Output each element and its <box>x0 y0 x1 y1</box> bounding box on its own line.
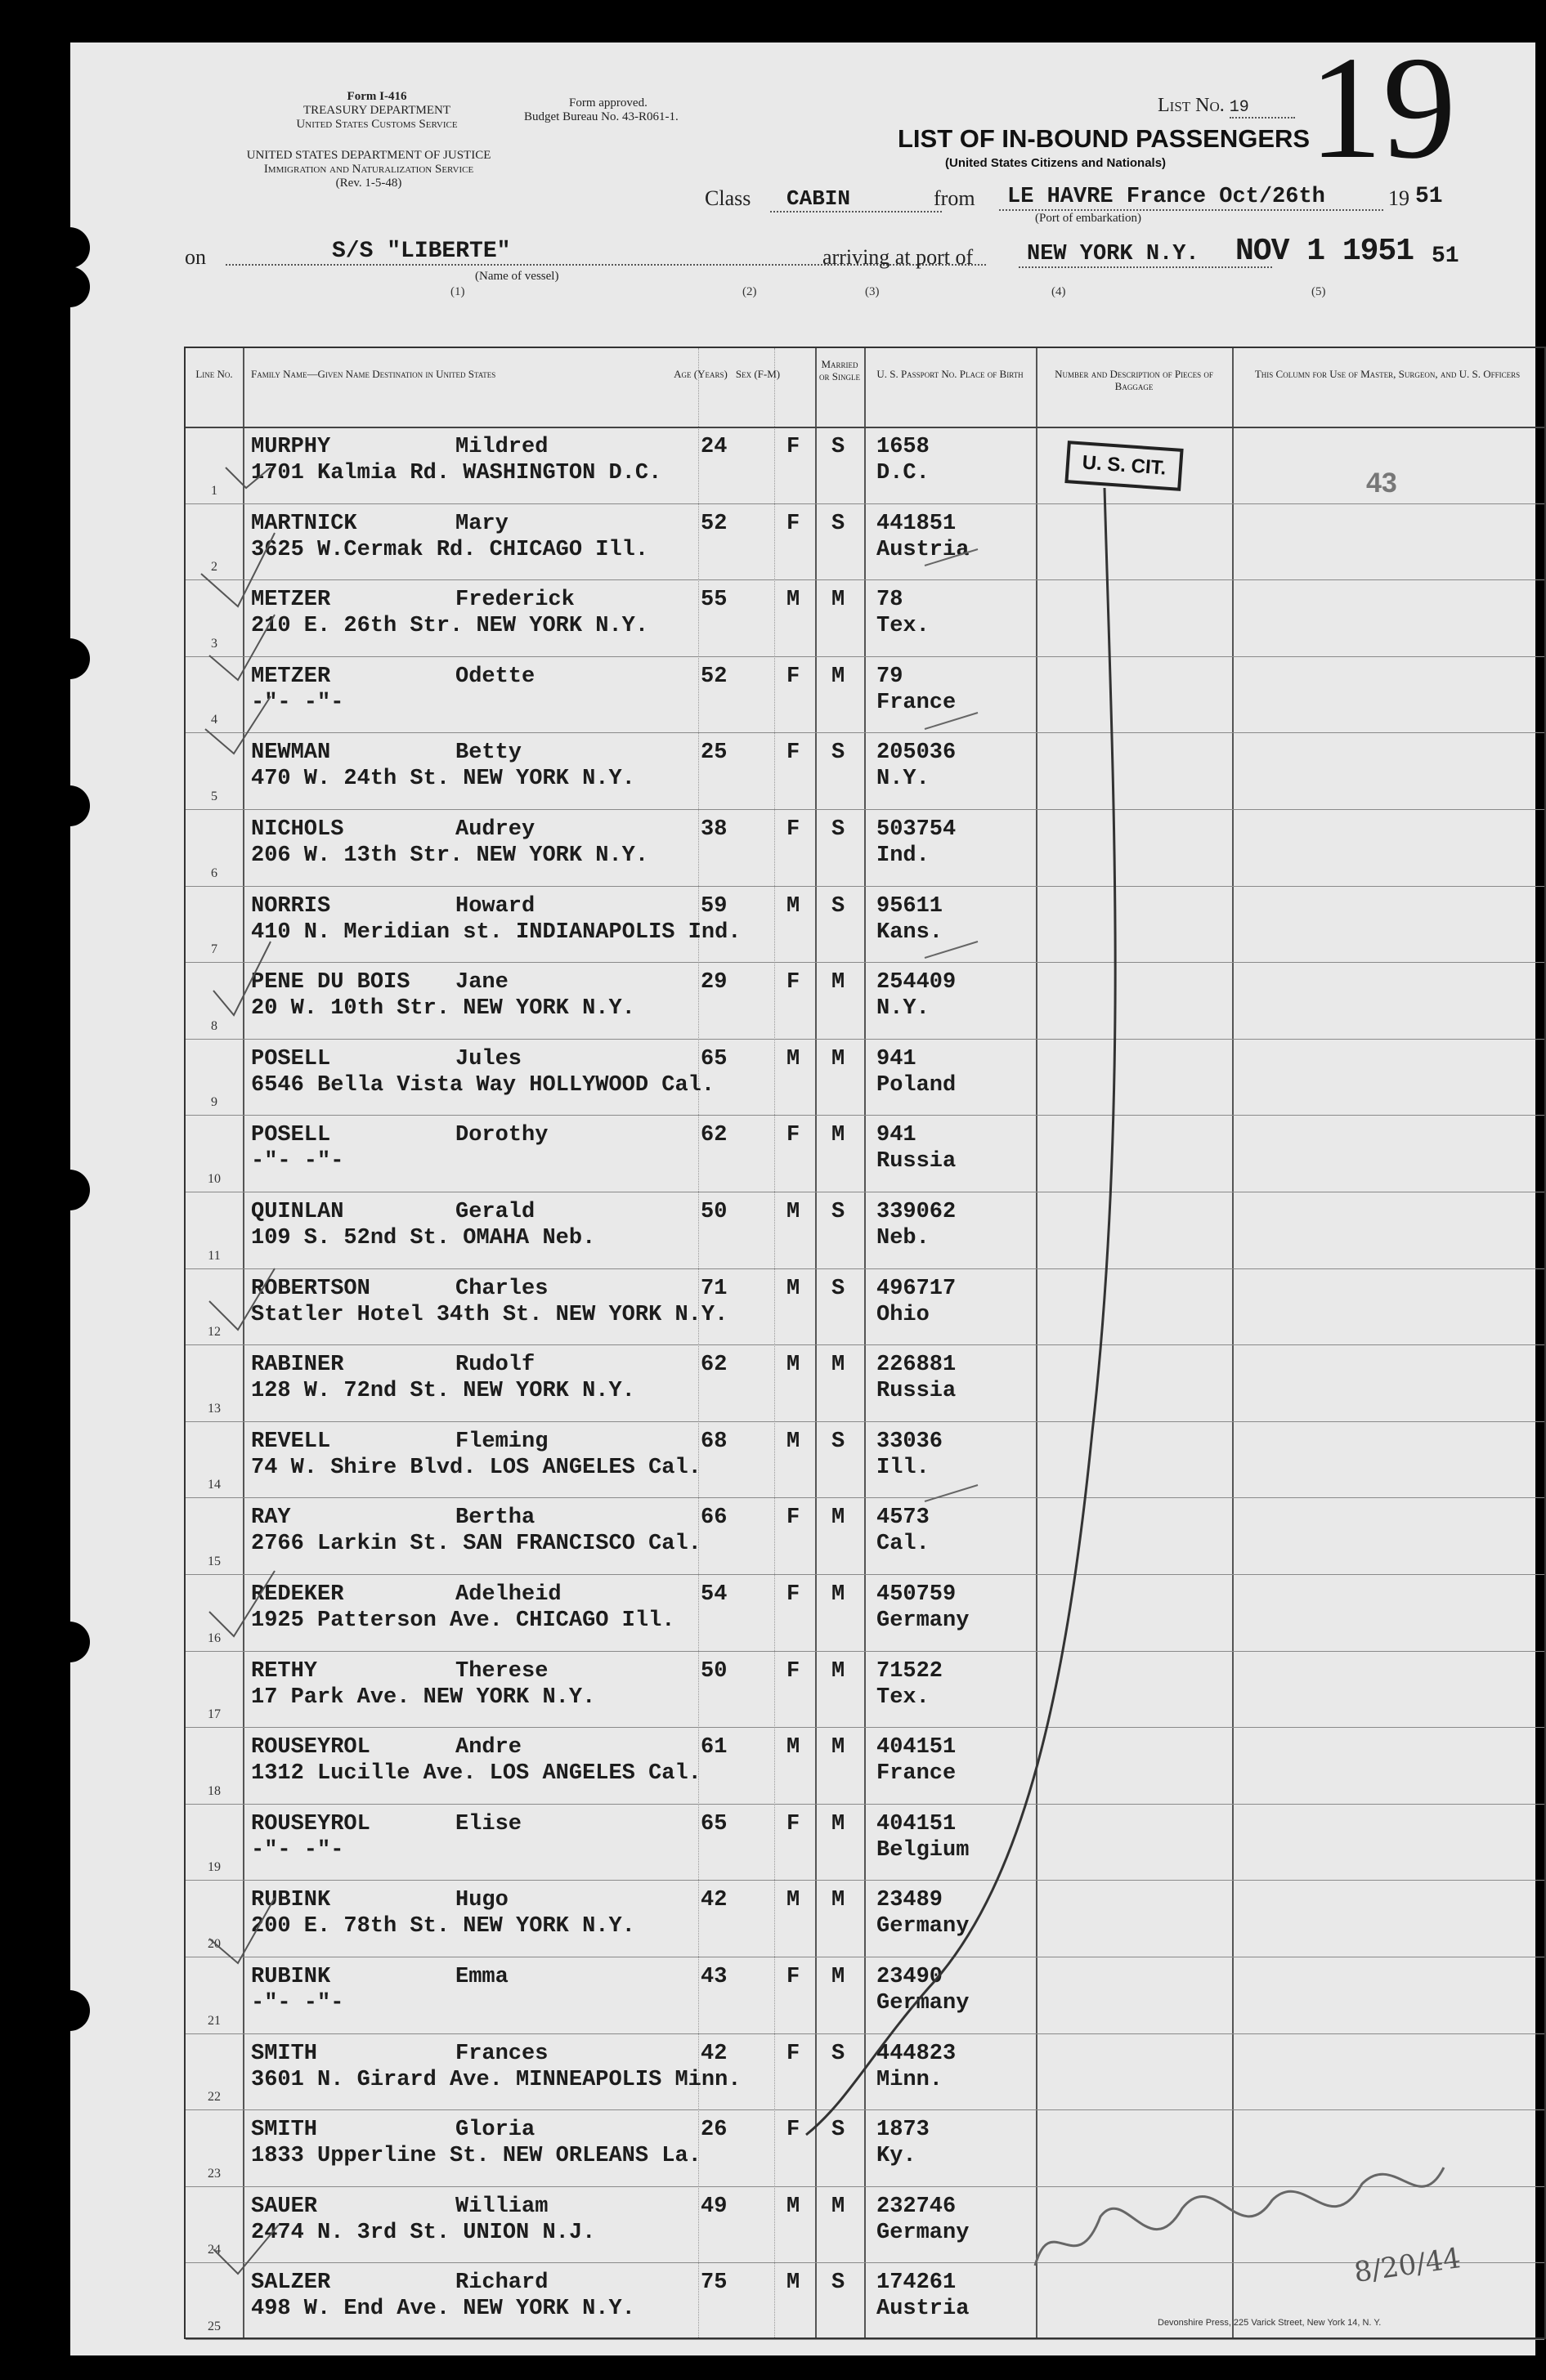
line-number: 4 <box>211 713 217 727</box>
age: 68 <box>701 1429 728 1454</box>
checkmark-line <box>209 615 275 680</box>
sex: F <box>786 1658 800 1684</box>
arrival-year: 51 <box>1432 244 1459 269</box>
passport-number: 941 <box>876 1046 916 1071</box>
sex: M <box>786 1046 800 1071</box>
age: 25 <box>701 740 728 766</box>
age: 42 <box>701 2041 728 2066</box>
family-name: METZER <box>251 664 331 689</box>
given-name: Jules <box>455 1046 522 1071</box>
passport-number: 33036 <box>876 1429 943 1454</box>
year-prefix: 19 <box>1388 186 1409 210</box>
age: 24 <box>701 435 728 459</box>
line-number: 3 <box>211 636 217 651</box>
marital-status: S <box>831 2118 845 2143</box>
passport-number: 78 <box>876 588 903 613</box>
line-number: 8 <box>211 1018 217 1033</box>
col-number: (5) <box>1311 285 1326 298</box>
checkmark-line <box>213 2225 279 2274</box>
line-number: 15 <box>208 1554 221 1568</box>
passport-number: 404151 <box>876 1811 957 1836</box>
family-name: POSELL <box>251 1046 331 1071</box>
vessel-caption: (Name of vessel) <box>475 270 559 283</box>
place-of-birth: D.C. <box>876 461 930 485</box>
marital-status: M <box>831 1353 845 1378</box>
page-title: LIST OF IN-BOUND PASSENGERS <box>898 124 1311 153</box>
list-number-handwritten: 19 <box>1309 26 1456 189</box>
sex: M <box>786 1276 800 1301</box>
marital-status: M <box>831 1658 845 1684</box>
passport-tick <box>925 1485 978 1501</box>
age: 38 <box>701 817 728 842</box>
age: 52 <box>701 664 728 689</box>
age: 52 <box>701 511 728 536</box>
passport-number: 496717 <box>876 1276 957 1301</box>
family-name: SALZER <box>251 2270 331 2296</box>
given-name: Therese <box>455 1658 549 1684</box>
sex: F <box>786 1505 800 1531</box>
line-number: 25 <box>208 2319 221 2333</box>
family-name: PENE DU BOIS <box>251 970 410 995</box>
destination-address: 470 W. 24th St. NEW YORK N.Y. <box>251 767 635 792</box>
destination-address: -"- -"- <box>251 1149 344 1174</box>
given-name: Gloria <box>455 2118 535 2143</box>
given-name: Mary <box>455 511 509 536</box>
marital-status: M <box>831 1811 845 1836</box>
destination-address: 17 Park Ave. NEW YORK N.Y. <box>251 1684 596 1710</box>
given-name: Howard <box>455 893 535 919</box>
col-number: (2) <box>742 285 757 298</box>
line-number: 16 <box>208 1631 221 1645</box>
family-name: SMITH <box>251 2118 318 2143</box>
line-number: 2 <box>211 560 217 575</box>
place-of-birth: Ohio <box>876 1302 930 1327</box>
marital-status: S <box>831 1200 845 1224</box>
from-label: from <box>934 186 975 210</box>
place-of-birth: Neb. <box>876 1226 930 1250</box>
passport-number: 226881 <box>876 1353 957 1378</box>
place-of-birth: Poland <box>876 1072 957 1098</box>
marital-status: S <box>831 1429 845 1454</box>
passport-number: 450759 <box>876 1582 957 1607</box>
destination-address: 2766 Larkin St. SAN FRANCISCO Cal. <box>251 1532 701 1557</box>
destination-address: 20 W. 10th Str. NEW YORK N.Y. <box>251 996 635 1022</box>
passport-number: 941 <box>876 1123 916 1148</box>
col-number: (3) <box>865 285 880 298</box>
age: 61 <box>701 1735 728 1760</box>
family-name: SMITH <box>251 2041 318 2066</box>
passport-tick <box>925 942 978 958</box>
marital-status: S <box>831 1276 845 1301</box>
sex: F <box>786 1123 800 1148</box>
given-name: Frederick <box>455 588 575 613</box>
ins-label: Immigration and Naturalization Service <box>263 163 474 176</box>
vessel-name: S/S "LIBERTE" <box>226 239 986 266</box>
header-passport: U. S. Passport No. Place of Birth <box>876 368 1024 380</box>
given-name: William <box>455 2194 549 2219</box>
family-name: POSELL <box>251 1123 331 1148</box>
sex: F <box>786 1582 800 1607</box>
sex: M <box>786 1888 800 1913</box>
marital-status: M <box>831 588 845 613</box>
given-name: Frances <box>455 2041 549 2066</box>
list-number-label: List No. <box>1158 95 1225 116</box>
marital-status: S <box>831 435 845 459</box>
place-of-birth: Ind. <box>876 843 930 868</box>
given-name: Gerald <box>455 1200 535 1224</box>
header-line-no: Line No. <box>195 368 233 380</box>
port-embark-caption: (Port of embarkation) <box>1035 212 1141 225</box>
passport-number: 71522 <box>876 1658 943 1684</box>
marital-status: S <box>831 511 845 536</box>
marital-status: M <box>831 1965 845 1989</box>
marital-status: S <box>831 2041 845 2066</box>
revision-label: (Rev. 1-5-48) <box>335 177 402 190</box>
given-name: Betty <box>455 740 522 766</box>
family-name: NICHOLS <box>251 817 344 842</box>
column-strikethrough-line <box>806 488 1115 2135</box>
destination-address: 210 E. 26th Str. NEW YORK N.Y. <box>251 614 649 639</box>
line-number: 23 <box>208 2166 221 2181</box>
passport-number: 1873 <box>876 2118 930 2143</box>
destination-address: 109 S. 52nd St. OMAHA Neb. <box>251 1226 596 1250</box>
family-name: MARTNICK <box>251 511 357 536</box>
given-name: Charles <box>455 1276 549 1301</box>
age: 54 <box>701 1582 728 1607</box>
line-number: 17 <box>208 1707 221 1722</box>
marital-status: M <box>831 1888 845 1913</box>
passport-number: 503754 <box>876 817 957 842</box>
arriving-label: arriving at port of <box>822 245 974 269</box>
passport-number: 339062 <box>876 1200 957 1224</box>
place-of-birth: France <box>876 1761 957 1787</box>
sex: M <box>786 893 800 919</box>
place-of-birth: Kans. <box>876 919 943 945</box>
col-number: (4) <box>1051 285 1066 298</box>
destination-address: 498 W. End Ave. NEW YORK N.Y. <box>251 2297 635 2322</box>
destination-address: 206 W. 13th Str. NEW YORK N.Y. <box>251 843 649 868</box>
passport-number: 404151 <box>876 1735 957 1760</box>
family-name: QUINLAN <box>251 1200 344 1224</box>
header-age: Age (Years) <box>674 368 728 380</box>
marital-status: M <box>831 664 845 689</box>
passport-number: 444823 <box>876 2041 957 2066</box>
family-name: REDEKER <box>251 1582 344 1607</box>
destination-address: 410 N. Meridian st. INDIANAPOLIS Ind. <box>251 919 742 945</box>
place-of-birth: Ky. <box>876 2144 916 2169</box>
page-subtitle: (United States Citizens and Nationals) <box>945 156 1167 170</box>
line-number: 9 <box>211 1095 217 1110</box>
given-name: Audrey <box>455 817 535 842</box>
line-number: 18 <box>208 1783 221 1798</box>
marital-status: S <box>831 740 845 766</box>
line-number: 10 <box>208 1171 221 1186</box>
age: 26 <box>701 2118 728 2143</box>
line-number: 6 <box>211 866 217 880</box>
passport-number: 95611 <box>876 893 943 919</box>
sex: M <box>786 1735 800 1760</box>
sex: F <box>786 1811 800 1836</box>
customs-label: United States Customs Service <box>296 118 458 131</box>
family-name: RUBINK <box>251 1965 331 1989</box>
embarkation-port: LE HAVRE France Oct/26th <box>999 185 1383 211</box>
given-name: Emma <box>455 1965 509 1989</box>
line-number: 20 <box>208 1936 221 1951</box>
age: 50 <box>701 1200 728 1224</box>
header-officers: This Column for Use of Master, Surgeon, and U. S. Officers <box>1254 368 1521 380</box>
given-name: Dorothy <box>455 1123 549 1148</box>
sex: F <box>786 817 800 842</box>
marital-status: S <box>831 893 845 919</box>
place-of-birth: N.Y. <box>876 996 930 1022</box>
given-name: Adelheid <box>455 1582 562 1607</box>
age: 71 <box>701 1276 728 1301</box>
col-number: (1) <box>450 285 465 298</box>
line-number: 12 <box>208 1325 221 1340</box>
family-name: ROUSEYROL <box>251 1811 370 1836</box>
passport-number: 4573 <box>876 1505 930 1531</box>
age: 55 <box>701 588 728 613</box>
age: 65 <box>701 1811 728 1836</box>
destination-address: 3601 N. Girard Ave. MINNEAPOLIS Minn. <box>251 2067 742 2092</box>
place-of-birth: Minn. <box>876 2067 943 2092</box>
given-name: Bertha <box>455 1505 535 1531</box>
destination-address: 3625 W.Cermak Rd. CHICAGO Ill. <box>251 537 649 562</box>
age: 59 <box>701 893 728 919</box>
line-number: 11 <box>208 1248 221 1263</box>
passport-number: 232746 <box>876 2194 957 2219</box>
passport-tick <box>925 713 978 729</box>
given-name: Richard <box>455 2270 549 2296</box>
marital-status: M <box>831 1123 845 1148</box>
place-of-birth: Cal. <box>876 1532 930 1557</box>
marital-status: M <box>831 1582 845 1607</box>
header-name: Family Name—Given Name Destination in United States <box>251 368 496 380</box>
age: 42 <box>701 1888 728 1913</box>
destination-address: 1833 Upperline St. NEW ORLEANS La. <box>251 2144 701 2169</box>
passport-number: 441851 <box>876 511 957 536</box>
family-name: SAUER <box>251 2194 318 2219</box>
budget-label: Budget Bureau No. 43-R061-1. <box>524 110 679 123</box>
justice-label: UNITED STATES DEPARTMENT OF JUSTICE <box>246 149 491 162</box>
line-number: 1 <box>211 483 217 498</box>
given-name: Odette <box>455 664 535 689</box>
form-number: Form I-416 <box>347 90 407 103</box>
header-sex: Sex (F-M) <box>735 368 781 380</box>
destination-address: 128 W. 72nd St. NEW YORK N.Y. <box>251 1379 635 1404</box>
place-of-birth: Germany <box>876 1914 970 1939</box>
sex: M <box>786 588 800 613</box>
line-number: 5 <box>211 789 217 803</box>
sex: F <box>786 740 800 766</box>
place-of-birth: Russia <box>876 1149 957 1174</box>
printer-footer: Devonshire Press, 225 Varick Street, New York 14, N. Y. <box>1158 2318 1382 2328</box>
list-number-value: 19 <box>1230 98 1295 119</box>
place-of-birth: France <box>876 690 957 715</box>
place-of-birth: Russia <box>876 1379 957 1404</box>
form-approved-label: Form approved. <box>569 96 648 110</box>
checkmark-line <box>226 468 271 488</box>
sex: M <box>786 2270 800 2296</box>
line-number: 24 <box>208 2243 221 2257</box>
class-label: Class <box>705 186 751 210</box>
destination-address: 200 E. 78th St. NEW YORK N.Y. <box>251 1914 635 1939</box>
handwritten-marks <box>70 42 1535 2355</box>
passport-number: 79 <box>876 664 903 689</box>
checkmark-line <box>213 942 271 1015</box>
place-of-birth: Austria <box>876 537 970 562</box>
checkmark-line <box>201 533 275 606</box>
family-name: NORRIS <box>251 893 331 919</box>
place-of-birth: Germany <box>876 2220 970 2245</box>
class-value: CABIN <box>770 186 942 212</box>
manifest-page <box>70 26 1535 2355</box>
line-number: 13 <box>208 1401 221 1416</box>
passport-number: 23490 <box>876 1965 943 1989</box>
sex: F <box>786 435 800 459</box>
place-of-birth: Tex. <box>876 1684 930 1710</box>
place-of-birth: Belgium <box>876 1837 970 1863</box>
family-name: ROBERTSON <box>251 1276 370 1301</box>
marital-status: S <box>831 817 845 842</box>
sex: F <box>786 970 800 995</box>
destination-address: -"- -"- <box>251 690 344 715</box>
family-name: RABINER <box>251 1353 344 1378</box>
given-name: Hugo <box>455 1888 509 1913</box>
age: 66 <box>701 1505 728 1531</box>
family-name: RAY <box>251 1505 291 1531</box>
destination-address: 1312 Lucille Ave. LOS ANGELES Cal. <box>251 1761 701 1787</box>
age: 62 <box>701 1123 728 1148</box>
destination-address: 1701 Kalmia Rd. WASHINGTON D.C. <box>251 461 662 485</box>
destination-address: 2474 N. 3rd St. UNION N.J. <box>251 2220 596 2245</box>
sex: M <box>786 1429 800 1454</box>
line-number: 21 <box>208 2013 221 2028</box>
sex: M <box>786 1200 800 1224</box>
place-of-birth: Austria <box>876 2297 970 2322</box>
age: 62 <box>701 1353 728 1378</box>
age: 49 <box>701 2194 728 2219</box>
destination-address: 6546 Bella Vista Way HOLLYWOOD Cal. <box>251 1072 715 1098</box>
family-name: RETHY <box>251 1658 318 1684</box>
family-name: RUBINK <box>251 1888 331 1913</box>
family-name: REVELL <box>251 1429 331 1454</box>
on-label: on <box>185 245 206 269</box>
line-number: 19 <box>208 1860 221 1875</box>
age: 65 <box>701 1046 728 1071</box>
sex: F <box>786 2041 800 2066</box>
header-married: Married or Single <box>819 358 860 382</box>
arrival-port: NEW YORK N.Y. <box>1019 242 1272 268</box>
passport-number: 23489 <box>876 1888 943 1913</box>
place-of-birth: Ill. <box>876 1455 930 1480</box>
given-name: Fleming <box>455 1429 549 1454</box>
destination-address: 1925 Patterson Ave. CHICAGO Ill. <box>251 1608 675 1633</box>
checkmark-line <box>209 1898 275 1963</box>
line-number: 7 <box>211 942 217 957</box>
sex: M <box>786 1353 800 1378</box>
marital-status: M <box>831 1046 845 1071</box>
line-number: 14 <box>208 1478 221 1492</box>
passport-number: 205036 <box>876 740 957 766</box>
marital-status: M <box>831 2194 845 2219</box>
sex: F <box>786 511 800 536</box>
given-name: Rudolf <box>455 1353 535 1378</box>
destination-address: Statler Hotel 34th St. NEW YORK N.Y. <box>251 1302 728 1327</box>
given-name: Jane <box>455 970 509 995</box>
destination-address: -"- -"- <box>251 1837 344 1863</box>
place-of-birth: Tex. <box>876 614 930 639</box>
margin-number: 43 <box>1366 468 1397 499</box>
signature-scrawl <box>1035 2168 1444 2266</box>
given-name: Andre <box>455 1735 522 1760</box>
family-name: MURPHY <box>251 435 331 459</box>
marital-status: S <box>831 2270 845 2296</box>
sex: M <box>786 2194 800 2219</box>
destination-address: -"- -"- <box>251 1991 344 2015</box>
family-name: ROUSEYROL <box>251 1735 370 1760</box>
sex: F <box>786 664 800 689</box>
given-name: Elise <box>455 1811 522 1836</box>
passport-number: 1658 <box>876 435 930 459</box>
arrival-date-stamp: NOV 1 1951 <box>1235 234 1414 269</box>
header-baggage: Number and Description of Pieces of Baggage <box>1055 368 1213 392</box>
age: 29 <box>701 970 728 995</box>
place-of-birth: Germany <box>876 1608 970 1633</box>
passport-tick <box>925 549 978 566</box>
sex: F <box>786 1965 800 1989</box>
treasury-label: TREASURY DEPARTMENT <box>302 104 451 117</box>
line-number: 22 <box>208 2090 221 2105</box>
checkmark-line <box>209 1571 275 1636</box>
year-suffix: 51 <box>1415 184 1443 209</box>
age: 43 <box>701 1965 728 1989</box>
given-name: Mildred <box>455 435 549 459</box>
age: 50 <box>701 1658 728 1684</box>
passport-number: 254409 <box>876 970 957 995</box>
family-name: NEWMAN <box>251 740 331 766</box>
marital-status: M <box>831 1505 845 1531</box>
destination-address: 74 W. Shire Blvd. LOS ANGELES Cal. <box>251 1455 701 1480</box>
sex: F <box>786 2118 800 2143</box>
place-of-birth: N.Y. <box>876 767 930 792</box>
age: 75 <box>701 2270 728 2296</box>
place-of-birth: Germany <box>876 1991 970 2015</box>
us-citizen-stamp: U. S. CIT. <box>1064 441 1183 491</box>
marital-status: M <box>831 970 845 995</box>
signature-date: 8/20/44 <box>1351 2242 1463 2289</box>
marital-status: M <box>831 1735 845 1760</box>
passport-number: 174261 <box>876 2270 957 2296</box>
family-name: METZER <box>251 588 331 613</box>
checkmark-line <box>209 1268 275 1330</box>
checkmark-line <box>205 696 271 754</box>
